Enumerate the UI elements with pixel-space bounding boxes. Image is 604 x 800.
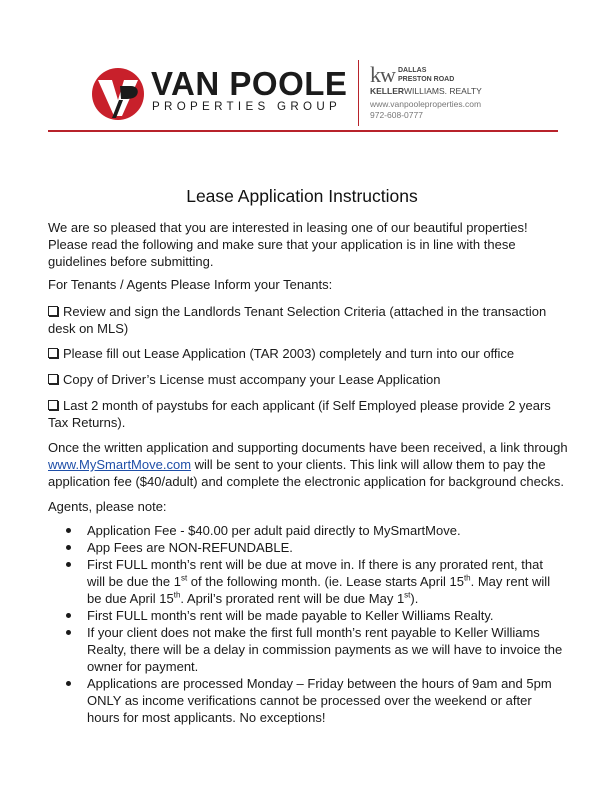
van-poole-logo-icon (90, 66, 146, 122)
brokerage-brand: KELLERWILLIAMS. REALTY (370, 86, 482, 96)
checkbox-icon (48, 400, 58, 410)
online-application-paragraph: Once the written application and supporting documents have been received, a link through www.MySmartMove.com will be sent to your clients. This link will allow them to pay the application fee ($40/adult) and complete the electronic application for background checks. (48, 440, 568, 489)
list-item: First FULL month’s rent will be made payable to Keller Williams Realty. (48, 607, 563, 624)
bullet-icon (66, 545, 71, 550)
checkbox-icon (48, 348, 58, 358)
brokerage-website[interactable]: www.vanpooleproperties.com (370, 99, 482, 109)
brokerage-location-line2: PRESTON ROAD (398, 76, 455, 83)
checklist-item: Copy of Driver’s License must accompany your Lease Application (48, 371, 568, 388)
checkbox-icon (48, 306, 58, 316)
list-item: First FULL month’s rent will be due at move in. If there is any prorated rent, that will be due the 1st of the following month. (ie. Lease starts April 15th. May rent will be due April 15th. April’s prorated rent will be due May 1st). (48, 556, 563, 607)
list-item: App Fees are NON-REFUNDABLE. (48, 539, 563, 556)
tenants-heading: For Tenants / Agents Please Inform your Tenants: (48, 277, 333, 292)
brokerage-phone: 972-608-0777 (370, 110, 423, 120)
logo-tagline: PROPERTIES GROUP (152, 100, 342, 113)
kw-logo-icon: kw (370, 62, 395, 87)
bullet-icon (66, 630, 71, 635)
header-divider (358, 60, 359, 126)
bullet-icon (66, 681, 71, 686)
brokerage-location-line1: DALLAS (398, 67, 427, 74)
logo-name: VAN POOLE (151, 65, 348, 102)
header-rule (48, 130, 558, 132)
checklist-item: Review and sign the Landlords Tenant Selection Criteria (attached in the transaction desk on MLS) (48, 304, 547, 336)
checkbox-icon (48, 374, 58, 384)
bullet-icon (66, 528, 71, 533)
bullet-icon (66, 613, 71, 618)
agents-heading: Agents, please note: (48, 499, 167, 514)
intro-paragraph: We are so pleased that you are interested in leasing one of our beautiful properties! Please read the following and make sure that your application is in line with these guidelines before submitting. (48, 220, 528, 269)
page-title: Lease Application Instructions (186, 186, 418, 206)
checklist-item: Last 2 month of paystubs for each applicant (if Self Employed please provide 2 years Tax Returns). (48, 398, 551, 430)
mysmartmove-link[interactable]: www.MySmartMove.com (48, 457, 192, 472)
agent-notes-list (48, 522, 563, 726)
checklist-item: Please fill out Lease Application (TAR 2003) completely and turn into our office (48, 345, 568, 362)
list-item: Applications are processed Monday – Friday between the hours of 9am and 5pm ONLY as income verifications cannot be processed over the weekend or after hours for most applicants. No exceptions! (48, 675, 563, 726)
list-item: If your client does not make the first full month’s rent payable to Keller Williams Realty, there will be a delay in commission payments as we will have to invoice the owner for payment. (48, 624, 563, 675)
bullet-icon (66, 562, 71, 567)
list-item: Application Fee - $40.00 per adult paid directly to MySmartMove. (48, 522, 563, 539)
